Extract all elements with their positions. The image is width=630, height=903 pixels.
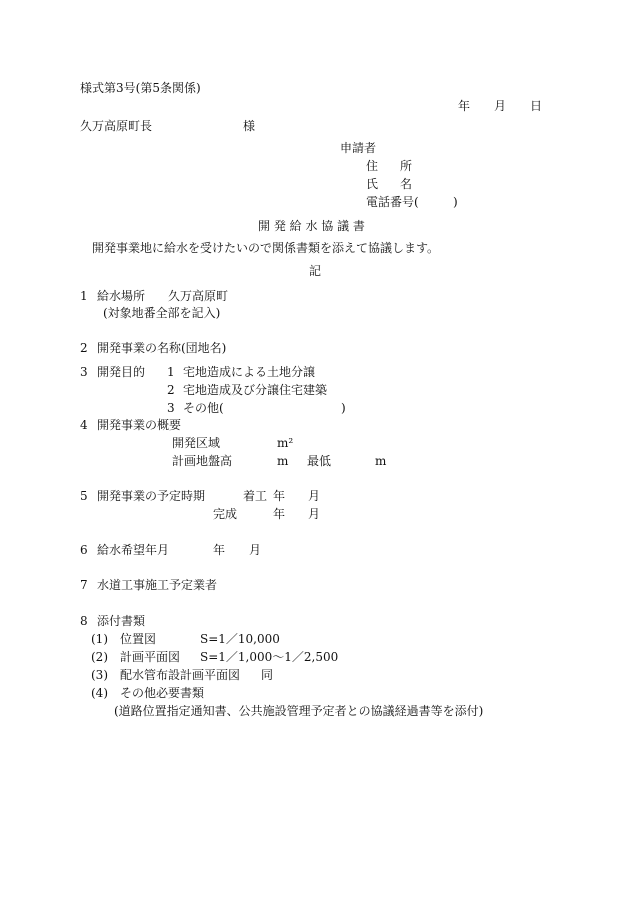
item-3-label: 開発目的 [97,365,146,379]
ki-heading: 記 [309,264,322,278]
schedule-end-month: 月 [308,507,321,521]
attachment-name: 配水管布設計画平面図 [120,668,241,682]
attachment-detail: 同 [261,668,274,682]
attachments-note: (道路位置指定通知書、公共施設管理予定者との協議経過書等を添付) [114,704,484,718]
addressee-honorific: 様 [243,119,256,133]
date-month: 月 [494,99,507,113]
item-5-number: 5 [80,489,88,503]
name-label-second: 名 [400,177,413,191]
ground-unit: m [277,454,289,468]
form-number: 様式第3号(第5条関係) [80,81,201,95]
item-8-label: 添付書類 [97,614,146,628]
item-1-label: 給水場所 [97,289,146,303]
document-title: 開 発 給 水 協 議 書 [258,219,365,233]
item-2-number: 2 [80,341,88,355]
name-label-first: 氏 [366,177,379,191]
item-6-number: 6 [80,543,88,557]
item-4-number: 4 [80,418,88,432]
purpose-option-close: ) [341,401,346,415]
item-7-label: 水道工事施工予定業者 [97,578,218,592]
date-year: 年 [458,99,471,113]
min-unit: m [375,454,387,468]
item-1-note: (対象地番全部を記入) [103,306,221,320]
schedule-end-label: 完成 [213,507,238,521]
schedule-start-year: 年 [273,489,286,503]
ground-label: 計画地盤高 [172,454,233,468]
attachment-number: (2) [91,650,108,664]
purpose-option-number: 2 [167,383,175,397]
desired-year: 年 [213,543,226,557]
address-label-first: 住 [366,159,379,173]
attachment-name: 位置図 [120,632,157,646]
area-unit: m² [277,436,294,450]
attachment-number: (1) [91,632,108,646]
schedule-end-year: 年 [273,507,286,521]
applicant-heading: 申請者 [340,141,377,155]
addressee-name: 久万高原町長 [80,119,153,133]
purpose-option-text: その他( [183,401,224,415]
schedule-start-month: 月 [308,489,321,503]
item-5-label: 開発事業の予定時期 [97,489,206,503]
attachment-number: (4) [91,686,108,700]
item-3-number: 3 [80,365,88,379]
item-4-label: 開発事業の概要 [97,418,182,432]
attachment-detail: S=1／10,000 [200,632,280,646]
item-1-value: 久万高原町 [168,289,229,303]
item-7-number: 7 [80,578,88,592]
item-6-label: 給水希望年月 [97,543,170,557]
attachment-name: その他必要書類 [120,686,205,700]
address-label-second: 所 [400,159,413,173]
date-day: 日 [530,99,543,113]
purpose-option-text: 宅地造成及び分譲住宅建築 [183,383,328,397]
attachment-name: 計画平面図 [120,650,181,664]
area-label: 開発区域 [172,436,221,450]
item-8-number: 8 [80,614,88,628]
purpose-option-number: 3 [167,401,175,415]
item-2-label: 開発事業の名称(団地名) [97,341,227,355]
attachment-number: (3) [91,668,108,682]
desired-month: 月 [249,543,262,557]
intro-text: 開発事業地に給水を受けたいので関係書類を添えて協議します。 [92,241,440,255]
schedule-start-label: 着工 [243,489,268,503]
min-label: 最低 [307,454,332,468]
phone-close: ) [453,195,458,209]
purpose-option-number: 1 [167,365,175,379]
phone-label: 電話番号( [366,195,419,209]
attachment-detail: S=1／1,000～1／2,500 [200,650,339,664]
item-1-number: 1 [80,289,88,303]
purpose-option-text: 宅地造成による土地分譲 [183,365,316,379]
